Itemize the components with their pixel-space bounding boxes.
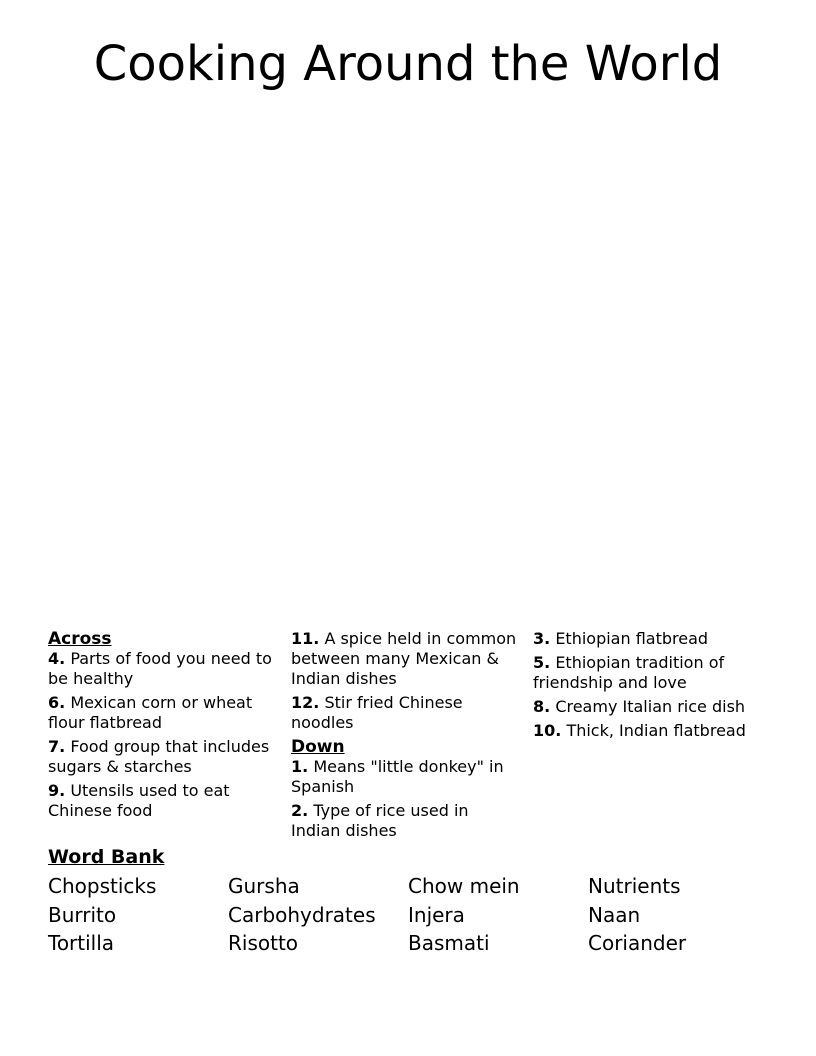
- down-clue-8: 8. Creamy Italian rice dish: [533, 697, 746, 716]
- word-bank-word: Chopsticks: [48, 874, 157, 898]
- word-bank-word: Tortilla: [48, 931, 115, 955]
- word-bank-word: Coriander: [588, 931, 687, 955]
- word-bank-word: Gursha: [228, 874, 300, 898]
- word-bank-word: Nutrients: [588, 874, 681, 898]
- word-bank-word: Burrito: [48, 903, 117, 927]
- down-clue-2: 2. Type of rice used in Indian dishes: [291, 801, 469, 840]
- down-header: Down: [291, 737, 345, 757]
- clues-column-2: [291, 629, 523, 845]
- page-title: Cooking Around the World: [93, 36, 723, 92]
- across-clue-11: 11. A spice held in common between many Mexican & Indian dishes: [291, 629, 517, 688]
- across-clue-6: 6. Mexican corn or wheat flour flatbread: [48, 693, 253, 732]
- down-clue-5: 5. Ethiopian tradition of friendship and love: [533, 653, 725, 692]
- across-header: Across: [48, 629, 112, 649]
- across-clue-7: 7. Food group that includes sugars & starches: [48, 737, 270, 776]
- across-clue-4: 4. Parts of food you need to be healthy: [48, 649, 272, 688]
- across-clue-12: 12. Stir fried Chinese noodles: [291, 693, 463, 732]
- clues-column-3: [533, 629, 773, 745]
- down-clue-10: 10. Thick, Indian flatbread: [533, 721, 746, 740]
- word-bank-word: Basmati: [408, 931, 490, 955]
- word-bank-word: Carbohydrates: [228, 903, 376, 927]
- clues-column-1: [48, 629, 288, 825]
- word-bank-word: Injera: [408, 903, 465, 927]
- word-bank-word: Naan: [588, 903, 641, 927]
- word-bank-word: Risotto: [228, 931, 299, 955]
- down-clue-1: 1. Means "little donkey" in Spanish: [291, 757, 504, 796]
- down-clue-3: 3. Ethiopian flatbread: [533, 629, 709, 648]
- across-clue-9: 9. Utensils used to eat Chinese food: [48, 781, 230, 820]
- word-bank-word: Chow mein: [408, 874, 520, 898]
- word-bank-header: Word Bank: [48, 846, 165, 868]
